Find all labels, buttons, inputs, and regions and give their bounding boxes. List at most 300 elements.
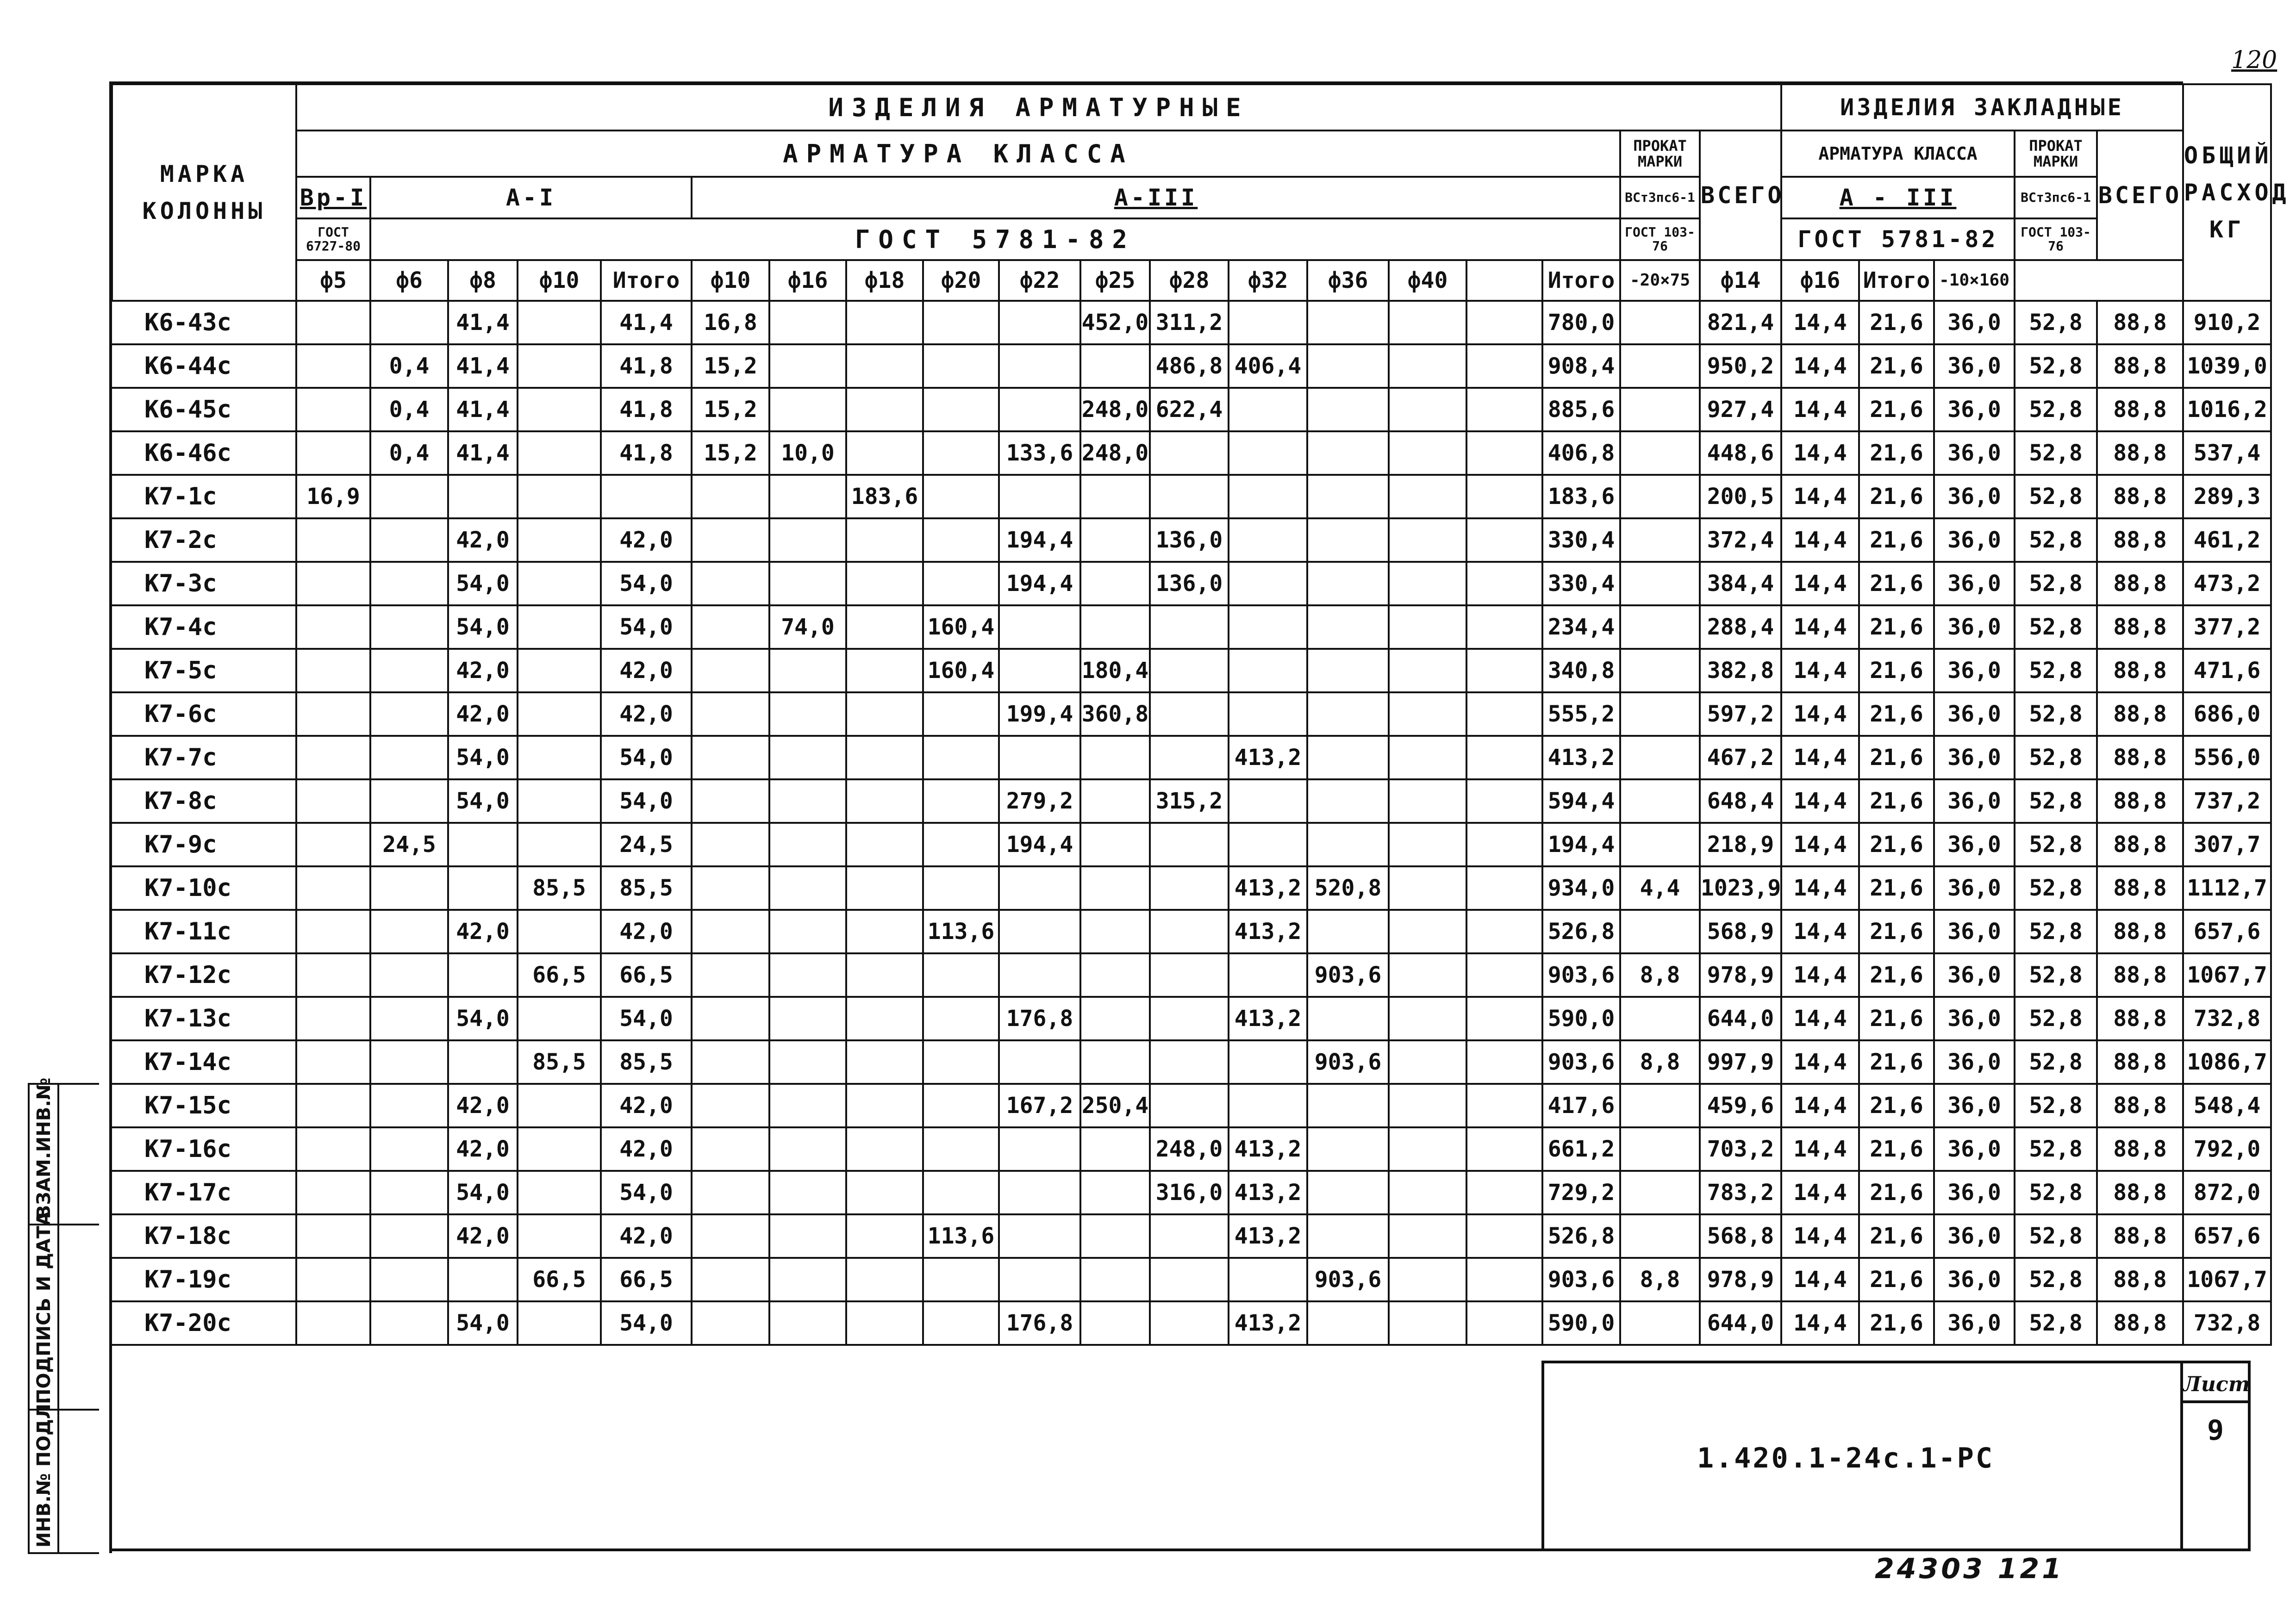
table-cell (1389, 1171, 1466, 1214)
table-cell (846, 605, 923, 649)
table-cell (769, 953, 846, 997)
table-cell (1229, 1040, 1307, 1084)
table-row (112, 388, 2271, 431)
table-cell: 136,0 (1150, 518, 1229, 562)
table-cell (999, 1040, 1080, 1084)
table-cell (1150, 431, 1229, 475)
table-cell: 417,6 (1542, 1084, 1620, 1127)
sheet-label: Лист (2183, 1373, 2250, 1396)
table-cell: 555,2 (1542, 692, 1620, 736)
table-cell: 413,2 (1229, 997, 1307, 1040)
table-cell: 85,5 (518, 1040, 601, 1084)
table-cell: 54,0 (601, 1301, 692, 1345)
table-cell (923, 1301, 999, 1345)
table-cell (1466, 997, 1542, 1040)
table-cell (846, 1258, 923, 1301)
table-cell: 54,0 (448, 736, 518, 779)
a3-header: А-III (692, 177, 1620, 218)
table-cell: 42,0 (601, 649, 692, 692)
table-cell: 52,8 (2015, 1214, 2097, 1258)
table-cell (1080, 1171, 1150, 1214)
table-cell (518, 1127, 601, 1171)
table-cell (1307, 692, 1389, 736)
table-cell: 36,0 (1934, 1084, 2015, 1127)
table-cell: 113,6 (923, 910, 999, 953)
table-cell (1466, 562, 1542, 605)
table-cell: 14,4 (1781, 779, 1859, 823)
table-cell (846, 1084, 923, 1127)
table-cell: 248,0 (1080, 431, 1150, 475)
table-cell: 21,6 (1859, 779, 1934, 823)
table-cell (692, 779, 769, 823)
table-cell: 88,8 (2097, 953, 2183, 997)
table-cell: 36,0 (1934, 779, 2015, 823)
table-cell (1150, 1258, 1229, 1301)
table-cell (1466, 605, 1542, 649)
table-cell: 54,0 (448, 605, 518, 649)
table-cell (370, 953, 448, 997)
table-row (112, 779, 2271, 823)
table-cell: 568,8 (1700, 1214, 1781, 1258)
table-cell: 36,0 (1934, 301, 2015, 344)
table-cell (518, 1214, 601, 1258)
emb-total-header: ВСЕГО (2097, 131, 2183, 260)
table-cell (296, 997, 370, 1040)
table-cell (518, 997, 601, 1040)
diam-a3-22: ф22 (999, 260, 1080, 301)
table-cell: 413,2 (1229, 736, 1307, 779)
table-cell: 88,8 (2097, 692, 2183, 736)
table-cell: 903,6 (1307, 1258, 1389, 1301)
table-cell: 52,8 (2015, 1040, 2097, 1084)
table-cell: 21,6 (1859, 823, 1934, 866)
table-cell (846, 1214, 923, 1258)
diam-vr-5: ф5 (296, 260, 370, 301)
table-cell: 732,8 (2183, 997, 2271, 1040)
table-cell: 42,0 (601, 910, 692, 953)
table-cell: 340,8 (1542, 649, 1620, 692)
diam-a3-20: ф20 (923, 260, 999, 301)
table-cell: 997,9 (1700, 1040, 1781, 1084)
table-cell: 176,8 (999, 1301, 1080, 1345)
table-cell: 910,2 (2183, 301, 2271, 344)
table-cell (296, 344, 370, 388)
table-cell: 36,0 (1934, 388, 2015, 431)
table-cell (296, 431, 370, 475)
table-cell (692, 1040, 769, 1084)
total-header: ВСЕГО (1700, 131, 1781, 260)
table-cell: 16,9 (296, 475, 370, 518)
column-mark-cell: К6-45с (112, 388, 296, 431)
table-cell: 88,8 (2097, 866, 2183, 910)
table-cell: 1086,7 (2183, 1040, 2271, 1084)
table-cell: 8,8 (1620, 953, 1700, 997)
table-cell (1389, 301, 1466, 344)
table-cell (1389, 779, 1466, 823)
table-cell: 14,4 (1781, 953, 1859, 997)
table-cell: 218,9 (1700, 823, 1781, 866)
table-row (112, 1171, 2271, 1214)
table-cell (1620, 301, 1700, 344)
table-cell (923, 1084, 999, 1127)
table-cell (1466, 1040, 1542, 1084)
table-cell: 15,2 (692, 388, 769, 431)
table-cell (769, 997, 846, 1040)
emb-prokat-size: -10×160 (1934, 260, 2015, 301)
table-cell: 180,4 (1080, 649, 1150, 692)
table-cell (999, 1127, 1080, 1171)
table-cell (1620, 649, 1700, 692)
table-cell (1229, 1258, 1307, 1301)
table-cell (923, 1171, 999, 1214)
table-cell: 85,5 (601, 866, 692, 910)
table-cell (846, 649, 923, 692)
table-cell: 686,0 (2183, 692, 2271, 736)
column-mark-cell: К7-10с (112, 866, 296, 910)
table-cell (370, 518, 448, 562)
table-cell (1389, 475, 1466, 518)
table-cell: 21,6 (1859, 866, 1934, 910)
table-cell (999, 605, 1080, 649)
inv-no-label: ИНВ.№ ПОДЛ. (33, 1396, 55, 1548)
table-row (112, 997, 2271, 1040)
table-cell: 21,6 (1859, 953, 1934, 997)
table-cell: 0,4 (370, 431, 448, 475)
table-row (112, 953, 2271, 997)
table-cell (1466, 301, 1542, 344)
table-cell: 413,2 (1229, 1171, 1307, 1214)
table-cell: 21,6 (1859, 518, 1934, 562)
table-cell (1080, 1301, 1150, 1345)
table-cell (1080, 1214, 1150, 1258)
table-cell (692, 562, 769, 605)
table-cell (1389, 692, 1466, 736)
table-cell (296, 779, 370, 823)
table-cell: 14,4 (1781, 1214, 1859, 1258)
table-cell: 42,0 (448, 1127, 518, 1171)
table-cell (1466, 344, 1542, 388)
a3-total-header: Итого (1542, 260, 1620, 301)
emb-prokat-gost: ГОСТ 103-76 (2015, 218, 2097, 260)
table-cell: 52,8 (2015, 301, 2097, 344)
table-cell (999, 1258, 1080, 1301)
table-cell (1466, 692, 1542, 736)
table-cell: 52,8 (2015, 1301, 2097, 1345)
table-cell (769, 1127, 846, 1171)
table-cell: 36,0 (1934, 518, 2015, 562)
embedded-products-header: ИЗДЕЛИЯ ЗАКЛАДНЫЕ (1781, 84, 2183, 131)
table-row (112, 1040, 2271, 1084)
table-cell: 14,4 (1781, 1258, 1859, 1301)
table-cell (370, 475, 448, 518)
diam-a3-25: ф25 (1080, 260, 1150, 301)
archive-number: 24303 121 (1875, 1553, 2064, 1585)
table-cell: 54,0 (448, 779, 518, 823)
table-cell (692, 1214, 769, 1258)
table-cell: 88,8 (2097, 301, 2183, 344)
table-cell: 21,6 (1859, 736, 1934, 779)
table-cell: 52,8 (2015, 1258, 2097, 1301)
table-cell (846, 301, 923, 344)
table-cell (692, 518, 769, 562)
table-cell (296, 1171, 370, 1214)
table-cell (1466, 518, 1542, 562)
table-cell: 36,0 (1934, 953, 2015, 997)
table-cell (296, 736, 370, 779)
diam-a1-6: ф6 (370, 260, 448, 301)
table-cell: 471,6 (2183, 649, 2271, 692)
table-cell: 15,2 (692, 344, 769, 388)
table-cell (1080, 779, 1150, 823)
table-cell: 42,0 (448, 1214, 518, 1258)
table-cell (448, 1258, 518, 1301)
table-cell: 88,8 (2097, 1214, 2183, 1258)
table-cell (518, 1084, 601, 1127)
table-cell: 36,0 (1934, 866, 2015, 910)
table-cell: 54,0 (601, 997, 692, 1040)
table-cell (1466, 1214, 1542, 1258)
table-cell (1150, 605, 1229, 649)
table-cell (769, 475, 846, 518)
table-cell (846, 388, 923, 431)
table-cell: 885,6 (1542, 388, 1620, 431)
table-cell: 21,6 (1859, 649, 1934, 692)
table-row (112, 823, 2271, 866)
table-cell (518, 1301, 601, 1345)
table-cell: 21,6 (1859, 562, 1934, 605)
table-cell (1080, 866, 1150, 910)
table-cell: 36,0 (1934, 823, 2015, 866)
table-cell: 88,8 (2097, 779, 2183, 823)
table-cell (846, 866, 923, 910)
table-cell (518, 910, 601, 953)
table-cell: 448,6 (1700, 431, 1781, 475)
table-cell: 486,8 (1150, 344, 1229, 388)
table-cell (1620, 997, 1700, 1040)
table-cell (1080, 736, 1150, 779)
table-cell (846, 779, 923, 823)
table-cell (1307, 1171, 1389, 1214)
table-cell: 36,0 (1934, 910, 2015, 953)
table-row (112, 301, 2271, 344)
table-cell (1307, 562, 1389, 605)
table-cell (448, 475, 518, 518)
table-cell: 36,0 (1934, 475, 2015, 518)
table-cell: 88,8 (2097, 649, 2183, 692)
table-cell: 88,8 (2097, 910, 2183, 953)
table-cell (1389, 649, 1466, 692)
table-cell: 52,8 (2015, 475, 2097, 518)
prokat-gost: ГОСТ 103-76 (1620, 218, 1700, 260)
title-block-frame (1541, 1361, 2185, 1551)
table-cell (1150, 997, 1229, 1040)
column-mark-cell: К7-14с (112, 1040, 296, 1084)
table-cell (370, 1084, 448, 1127)
table-cell: 548,4 (2183, 1084, 2271, 1127)
table-cell: 234,4 (1542, 605, 1620, 649)
table-cell (518, 518, 601, 562)
table-cell (1307, 605, 1389, 649)
table-cell (1307, 910, 1389, 953)
table-cell: 52,8 (2015, 823, 2097, 866)
emb-total-sub-header: Итого (1859, 260, 1934, 301)
table-cell (296, 388, 370, 431)
table-cell: 88,8 (2097, 823, 2183, 866)
table-cell (518, 736, 601, 779)
rebar-products-header: ИЗДЕЛИЯ АРМАТУРНЫЕ (296, 84, 1781, 131)
table-cell (1307, 388, 1389, 431)
table-cell (518, 1171, 601, 1214)
table-cell (1620, 1084, 1700, 1127)
column-mark-cell: К7-3с (112, 562, 296, 605)
table-cell (923, 692, 999, 736)
table-cell (846, 692, 923, 736)
table-cell (296, 1258, 370, 1301)
table-cell: 88,8 (2097, 1127, 2183, 1171)
table-cell: 88,8 (2097, 344, 2183, 388)
table-cell: 288,4 (1700, 605, 1781, 649)
table-cell: 330,4 (1542, 518, 1620, 562)
table-cell: 8,8 (1620, 1258, 1700, 1301)
table-cell (1229, 301, 1307, 344)
table-cell (769, 1258, 846, 1301)
rebar-class-header: АРМАТУРА КЛАССА (296, 131, 1620, 177)
table-cell: 14,4 (1781, 823, 1859, 866)
table-cell (1389, 344, 1466, 388)
emb-rebar-class-header: АРМАТУРА КЛАССА (1781, 131, 2015, 177)
table-cell: 36,0 (1934, 562, 2015, 605)
table-row (112, 431, 2271, 475)
table-cell (1389, 1127, 1466, 1171)
table-cell: 41,4 (601, 301, 692, 344)
table-cell: 526,8 (1542, 1214, 1620, 1258)
table-cell: 52,8 (2015, 649, 2097, 692)
table-cell (370, 910, 448, 953)
table-cell (999, 1214, 1080, 1258)
table-cell: 1016,2 (2183, 388, 2271, 431)
table-cell: 14,4 (1781, 1084, 1859, 1127)
table-cell (370, 692, 448, 736)
table-cell: 14,4 (1781, 866, 1859, 910)
table-cell (1389, 910, 1466, 953)
table-cell: 74,0 (769, 605, 846, 649)
table-cell: 14,4 (1781, 910, 1859, 953)
table-cell: 52,8 (2015, 431, 2097, 475)
table-cell: 52,8 (2015, 866, 2097, 910)
table-cell: 42,0 (601, 692, 692, 736)
table-cell (296, 1301, 370, 1345)
table-cell (846, 736, 923, 779)
table-cell: 160,4 (923, 649, 999, 692)
table-cell (1466, 475, 1542, 518)
table-cell: 248,0 (1080, 388, 1150, 431)
table-row (112, 1127, 2271, 1171)
column-mark-cell: К7-11с (112, 910, 296, 953)
table-cell (1150, 1214, 1229, 1258)
table-cell (1620, 562, 1700, 605)
table-cell: 21,6 (1859, 1171, 1934, 1214)
table-cell (1229, 692, 1307, 736)
table-cell: 36,0 (1934, 431, 2015, 475)
table-cell: 903,6 (1542, 1040, 1620, 1084)
table-cell: 88,8 (2097, 475, 2183, 518)
table-cell: 413,2 (1542, 736, 1620, 779)
table-cell: 52,8 (2015, 1171, 2097, 1214)
table-cell: 42,0 (601, 1127, 692, 1171)
table-cell: 54,0 (448, 1171, 518, 1214)
table-cell (769, 779, 846, 823)
table-cell (1620, 910, 1700, 953)
table-cell (769, 562, 846, 605)
column-mark-cell: К7-4с (112, 605, 296, 649)
table-cell: 36,0 (1934, 605, 2015, 649)
table-cell: 52,8 (2015, 1084, 2097, 1127)
table-cell (1229, 649, 1307, 692)
table-cell: 622,4 (1150, 388, 1229, 431)
table-cell (518, 692, 601, 736)
table-cell: 21,6 (1859, 1084, 1934, 1127)
table-cell (448, 823, 518, 866)
table-cell (1466, 823, 1542, 866)
table-cell (518, 562, 601, 605)
table-cell (1620, 388, 1700, 431)
table-cell (1307, 649, 1389, 692)
table-cell: 194,4 (1542, 823, 1620, 866)
table-cell (923, 431, 999, 475)
table-cell (769, 823, 846, 866)
table-cell: 14,4 (1781, 518, 1859, 562)
table-cell (999, 910, 1080, 953)
table-cell: 24,5 (370, 823, 448, 866)
table-cell: 183,6 (846, 475, 923, 518)
table-cell: 52,8 (2015, 736, 2097, 779)
table-cell: 41,4 (448, 344, 518, 388)
table-cell (923, 736, 999, 779)
table-cell: 526,8 (1542, 910, 1620, 953)
table-cell: 452,0 (1080, 301, 1150, 344)
table-cell: 927,4 (1700, 388, 1781, 431)
table-cell: 88,8 (2097, 431, 2183, 475)
table-cell: 36,0 (1934, 649, 2015, 692)
table-cell (448, 953, 518, 997)
table-cell: 732,8 (2183, 1301, 2271, 1345)
title-block (1541, 1361, 2250, 1550)
table-cell (846, 823, 923, 866)
table-cell: 194,4 (999, 518, 1080, 562)
table-cell (1307, 997, 1389, 1040)
table-cell (923, 562, 999, 605)
column-mark-cell: К7-5с (112, 649, 296, 692)
table-cell: 54,0 (601, 779, 692, 823)
table-cell (370, 1040, 448, 1084)
table-cell (1466, 1301, 1542, 1345)
side-strip-line (57, 1085, 59, 1552)
table-cell (370, 866, 448, 910)
table-cell (923, 866, 999, 910)
table-cell (1307, 518, 1389, 562)
table-cell (296, 1214, 370, 1258)
emb-gost: ГОСТ 5781-82 (1781, 218, 2015, 260)
table-cell (1389, 1214, 1466, 1258)
table-cell: 903,6 (1542, 953, 1620, 997)
table-cell: 21,6 (1859, 475, 1934, 518)
table-cell: 14,4 (1781, 344, 1859, 388)
table-cell: 52,8 (2015, 1127, 2097, 1171)
table-cell: 160,4 (923, 605, 999, 649)
table-cell (370, 1214, 448, 1258)
table-cell (923, 518, 999, 562)
table-cell: 250,4 (1080, 1084, 1150, 1127)
